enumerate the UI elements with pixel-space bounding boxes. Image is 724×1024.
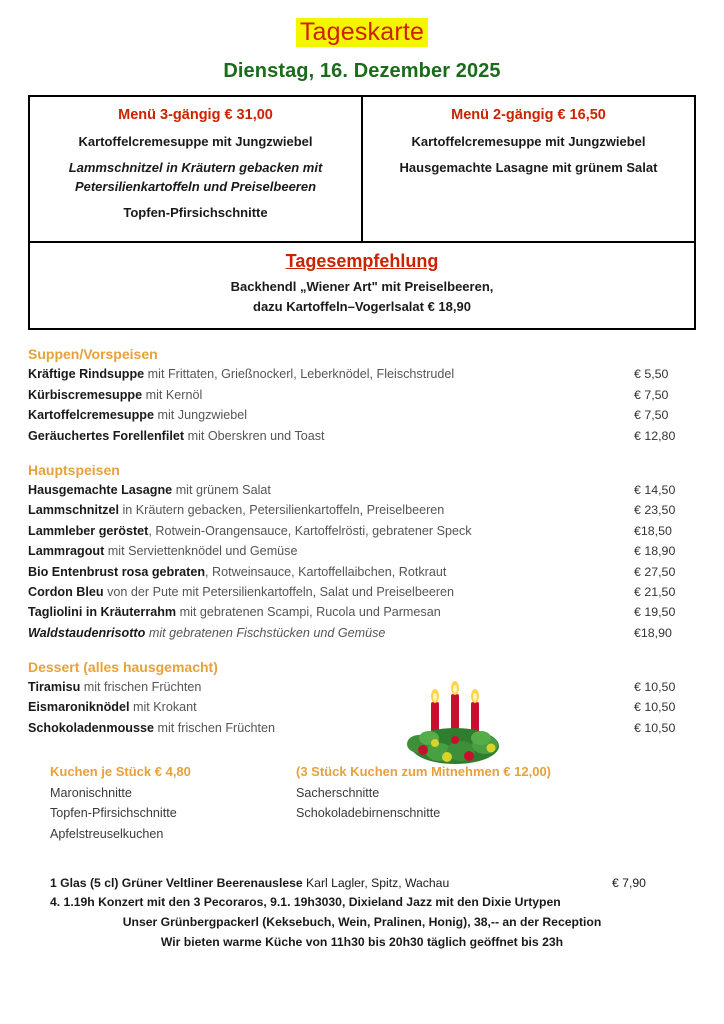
recommendation-line-2: dazu Kartoffeln–Vogerlsalat € 18,90: [253, 298, 471, 314]
item-name: Tagliolini in Kräuterrahm: [28, 605, 177, 620]
menu-2-course: [363, 97, 694, 241]
item-name: Tiramisu: [28, 680, 81, 695]
item-name: Kürbiscremesuppe: [28, 387, 143, 402]
item-desc: , Rotwein-Orangensauce, Kartoffelrösti, gebratener Speck: [148, 523, 472, 538]
item-name: Kartoffelcremesuppe: [28, 408, 154, 423]
menu-item-row: [28, 697, 696, 717]
item-price: € 27,50: [634, 564, 676, 579]
menu-item-row: [28, 602, 696, 622]
item-desc: mit Krokant: [132, 700, 197, 715]
cake-item: Sacherschnitte: [296, 786, 380, 801]
section-mains-title: Hauptspeisen: [28, 461, 120, 478]
recommendation-line-1: Backhendl „Wiener Art" mit Preiselbeeren,: [230, 279, 494, 295]
item-price: €18,50: [634, 523, 672, 538]
item-desc: mit Serviettenknödel und Gemüse: [107, 544, 298, 559]
footer-hours: Wir bieten warme Küche von 11h30 bis 20h30 täglich geöffnet bis 23h: [160, 934, 564, 949]
menu-3-course: [30, 97, 363, 241]
item-name: Schokoladenmousse: [28, 720, 154, 735]
item-desc: von der Pute mit Petersilienkartoffeln, Salat und Preiselbeeren: [107, 584, 455, 599]
cakes-right-column: [296, 764, 696, 843]
item-price: €18,90: [634, 625, 672, 640]
section-dessert-title: Dessert (alles hausgemacht): [28, 659, 218, 676]
item-name: Bio Entenbrust rosa gebraten: [28, 564, 206, 579]
footer-package: Unser Grünbergpackerl (Keksebuch, Wein, Pralinen, Honig), 38,-- an der Reception: [122, 915, 602, 930]
page-title: Tageskarte: [296, 18, 428, 47]
item-name: Geräuchertes Forellenfilet: [28, 428, 185, 443]
menu-2-course-line-2: Hausgemachte Lasagne mit grünem Salat: [399, 159, 658, 175]
menu-item-row: [28, 541, 696, 561]
item-desc: mit Oberskren und Toast: [187, 428, 325, 443]
cake-item: Apfelstreuselkuchen: [50, 826, 164, 841]
cakes-heading-right: (3 Stück Kuchen zum Mitnehmen € 12,00): [296, 764, 552, 780]
item-name: Kräftige Rindsuppe: [28, 367, 145, 382]
menu-item-row: [28, 405, 696, 425]
menu-boxes: [28, 95, 696, 243]
item-desc: mit gebratenen Scampi, Rucola und Parmesan: [179, 605, 441, 620]
item-price: € 7,50: [634, 387, 669, 402]
item-price: € 18,90: [634, 544, 676, 559]
cake-item: Schokoladebirnenschnitte: [296, 806, 441, 821]
item-name: Eismaroniknödel: [28, 700, 130, 715]
cake-item: Maronischnitte: [50, 786, 132, 801]
section-starters: [28, 346, 696, 446]
page-date: Dienstag, 16. Dezember 2025: [223, 60, 501, 82]
menu-item-row: [28, 562, 696, 582]
menu-item-row: [28, 718, 696, 738]
menu-item-row: [28, 521, 696, 541]
item-desc: mit Kernöl: [145, 387, 203, 402]
item-price: € 5,50: [634, 367, 669, 382]
menu-item-row: [28, 385, 696, 405]
footer-events: 4. 1.19h Konzert mit den 3 Pecoraros, 9.1. 19h3030, Dixieland Jazz mit den Dixie Urtypen: [50, 895, 561, 910]
cakes-section: [28, 764, 696, 843]
item-name: Hausgemachte Lasagne: [28, 482, 173, 497]
item-price: € 10,50: [634, 720, 676, 735]
item-name: Lammleber geröstet: [28, 523, 149, 538]
item-name: Waldstaudenrisotto: [28, 625, 146, 640]
title-block: [28, 0, 696, 47]
item-price: € 14,50: [634, 482, 676, 497]
item-desc: mit gebratenen Fischstücken und Gemüse: [148, 625, 386, 640]
menu-2-course-heading: Menü 2-gängig € 16,50: [451, 107, 606, 123]
item-price: € 21,50: [634, 584, 676, 599]
item-price: € 23,50: [634, 503, 676, 518]
menu-3-course-line-1: Kartoffelcremesuppe mit Jungzwiebel: [78, 134, 313, 149]
menu-2-course-line-1: Kartoffelcremesuppe mit Jungzwiebel: [411, 134, 646, 149]
section-mains: [28, 462, 696, 643]
item-name: Cordon Bleu: [28, 584, 104, 599]
cakes-heading-left: Kuchen je Stück € 4,80: [50, 764, 191, 780]
item-price: € 7,50: [634, 408, 669, 423]
menu-item-row: [28, 677, 696, 697]
item-price: € 19,50: [634, 605, 676, 620]
section-starters-title: Suppen/Vorspeisen: [28, 346, 158, 363]
menu-item-row: [28, 480, 696, 500]
item-desc: mit grünem Salat: [175, 482, 271, 497]
cakes-left-column: [28, 764, 296, 843]
wine-row: [50, 874, 674, 894]
wine-name: 1 Glas (5 cl) Grüner Veltliner Beerenauslese: [50, 875, 303, 890]
item-price: € 12,80: [634, 428, 676, 443]
daily-recommendation: [28, 243, 696, 330]
menu-item-row: [28, 364, 696, 384]
wine-desc: Karl Lagler, Spitz, Wachau: [302, 875, 450, 890]
item-desc: in Kräutern gebacken, Petersilienkartoffeln, Preiselbeeren: [122, 503, 445, 518]
menu-item-row: [28, 500, 696, 520]
item-desc: mit frischen Früchten: [157, 720, 276, 735]
footer-notes: [28, 874, 696, 953]
menu-3-course-line-3: Topfen-Pfirsichschnitte: [123, 204, 268, 220]
section-dessert: [28, 659, 696, 738]
menu-item-row: [28, 623, 696, 643]
item-price: € 10,50: [634, 680, 676, 695]
item-desc: , Rotweinsauce, Kartoffellaibchen, Rotkraut: [205, 564, 447, 579]
item-price: € 10,50: [634, 700, 676, 715]
menu-3-course-line-2: Lammschnitzel in Kräutern gebacken mit Petersilienkartoffeln und Preiselbeeren: [68, 159, 323, 194]
wine-price: € 7,90: [612, 875, 646, 890]
menu-item-row: [28, 426, 696, 446]
item-name: Lammschnitzel: [28, 503, 119, 518]
item-desc: mit frischen Früchten: [83, 680, 202, 695]
menu-3-course-heading: Menü 3-gängig € 31,00: [118, 107, 273, 123]
recommendation-title: Tagesempfehlung: [285, 251, 439, 272]
item-desc: mit Frittaten, Grießnockerl, Leberknödel, Fleischstrudel: [147, 367, 455, 382]
item-name: Lammragout: [28, 544, 105, 559]
item-desc: mit Jungzwiebel: [157, 408, 248, 423]
menu-item-row: [28, 582, 696, 602]
cake-item: Topfen-Pfirsichschnitte: [50, 806, 177, 821]
